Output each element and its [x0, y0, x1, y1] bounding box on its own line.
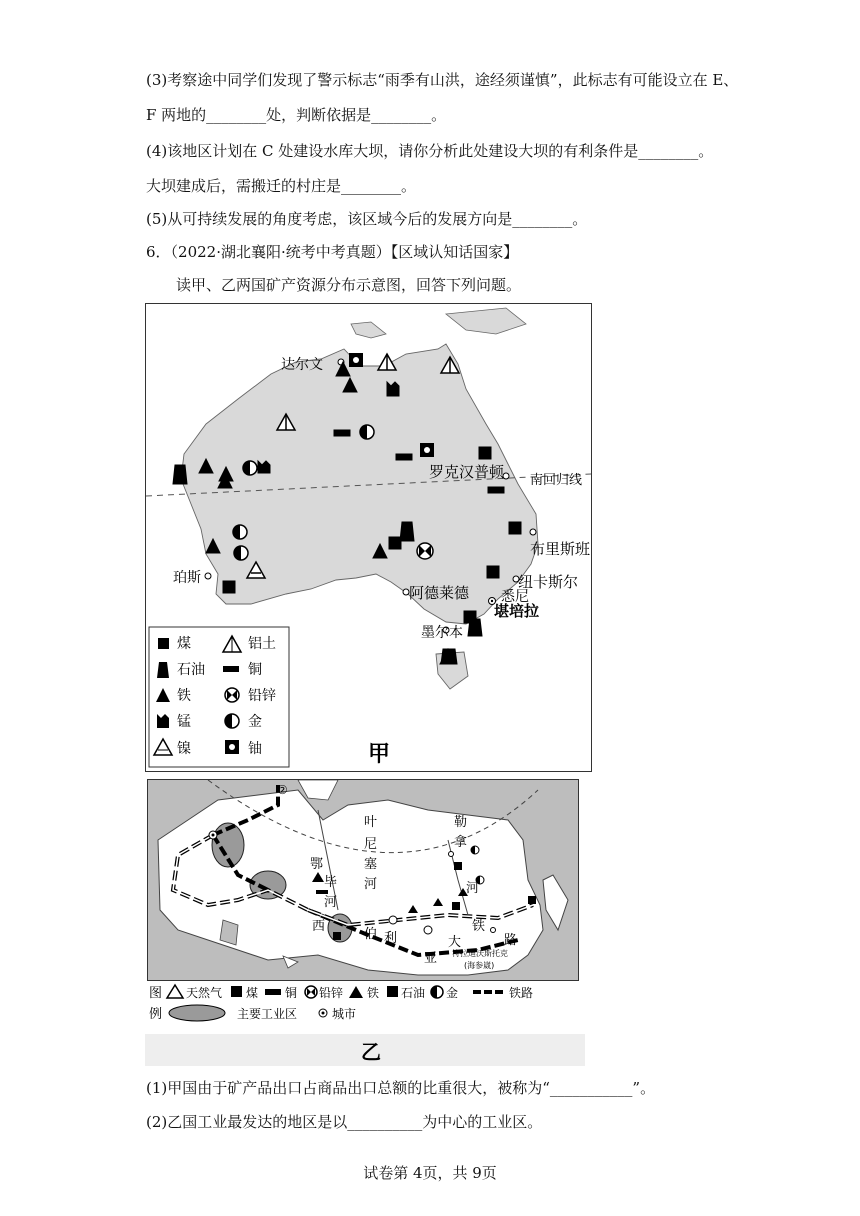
q4-line2: 大坝建成后，需搬迁的村庄是________。: [146, 177, 417, 195]
city-adelaide: 阿德莱德: [409, 584, 470, 602]
yi-label-tie: 铁: [472, 919, 486, 934]
map-jia-caption: 甲: [368, 742, 391, 767]
question6-header: 6．（2022·湖北襄阳·统考中考真题）【区域认知话国家】: [146, 243, 519, 261]
yi-marker: ②: [277, 783, 288, 797]
yi-legend-gas: 天然气: [186, 986, 223, 1000]
yi-label-bi: 毕: [324, 875, 338, 890]
yi-legend-railway: 铁路: [509, 986, 534, 1000]
map-jia-legend: [149, 627, 289, 767]
city-canberra: 堪培拉: [494, 602, 540, 620]
yi-legend-coal: 煤: [246, 986, 259, 1000]
yi-label-sai: 塞: [364, 857, 378, 872]
yi-label-he1: 河: [364, 877, 378, 892]
q4-line1: (4)该地区计划在 C 处建设水库大坝，请你分析此处建设大坝的有利条件是________。: [146, 142, 714, 160]
yi-label-vladivostok: 符拉迪沃斯托克: [452, 949, 508, 958]
yi-legend-gold: 金: [446, 986, 459, 1000]
yi-legend-title-bottom: 例: [149, 1007, 163, 1022]
legend-gold: 金: [248, 714, 262, 730]
map-yi-legend: [145, 982, 585, 1066]
yi-label-e: 鄂: [310, 857, 324, 872]
city-rockhampton: 罗克汉普顿: [429, 463, 505, 481]
yi-label-bo: 伯: [364, 927, 378, 942]
yi-label-lu: 路: [504, 933, 518, 948]
yi-legend-copper: 铜: [285, 986, 298, 1000]
q2-line: (2)乙国工业最发达的地区是以__________为中心的工业区。: [146, 1113, 543, 1131]
q5-line: (5)从可持续发展的角度考虑，该区域今后的发展方向是________。: [146, 210, 588, 228]
yi-label-he2: 河: [324, 895, 338, 910]
page-footer: 试卷第 4页，共 9页: [363, 1164, 497, 1182]
yi-label-ya: 亚: [424, 951, 438, 966]
question6-instruction: 读甲、乙两国矿产资源分布示意图，回答下列问题。: [176, 276, 522, 294]
legend-oil: 石油: [177, 662, 205, 678]
legend-copper: 铜: [248, 662, 262, 678]
yi-legend-industrial: 主要工业区: [237, 1007, 298, 1021]
map-yi-svg: [148, 780, 578, 980]
yi-label-xi: 西: [312, 919, 326, 934]
city-melbourne: 墨尔本: [421, 625, 463, 641]
yi-legend-title-top: 图: [149, 986, 163, 1001]
yi-label-le: 勒: [454, 815, 468, 830]
yi-legend-iron: 铁: [367, 986, 380, 1000]
legend-nickel: 镍: [177, 741, 191, 757]
city-sydney: 悉尼: [501, 589, 529, 605]
city-perth: 珀斯: [173, 570, 201, 586]
map-yi: [147, 779, 579, 981]
legend-lead-zinc: 铅锌: [248, 688, 276, 704]
yi-label-na: 拿: [454, 835, 468, 850]
yi-label-li: 利: [384, 931, 398, 946]
lead-zinc-symbols: [417, 543, 433, 559]
yi-label-vladivostok-sub: (海参崴): [464, 961, 495, 970]
map-yi-caption: 乙: [361, 1040, 381, 1064]
city-brisbane: 布里斯班: [530, 540, 591, 558]
city-newcastle: 纽卡斯尔: [518, 573, 579, 591]
map-jia-svg: [146, 304, 591, 771]
yi-label-ni: 尼: [364, 837, 378, 852]
city-darwin: 达尔文: [281, 357, 323, 373]
q3-line2: F 两地的________处，判断依据是________。: [146, 106, 447, 124]
yi-label-he3: 河: [466, 881, 480, 896]
legend-coal: 煤: [177, 636, 191, 652]
yi-legend-lead-zinc: 铅锌: [319, 986, 344, 1000]
q1-line: (1)甲国由于矿产品出口占商品出口总额的比重很大，被称为“___________”。: [146, 1079, 656, 1097]
yi-label-ye: 叶: [364, 815, 378, 830]
legend-manganese: 锰: [177, 714, 191, 730]
q3-line1: (3)考察途中同学们发现了警示标志“雨季有山洪，途经须谨慎”，此标志有可能设立在 E、: [146, 71, 739, 89]
legend-iron: 铁: [177, 688, 191, 704]
yi-legend-oil: 石油: [401, 986, 426, 1000]
tropic-label: 南回归线: [530, 473, 583, 488]
yi-label-da: 大: [448, 935, 462, 950]
map-jia: [145, 303, 592, 772]
legend-bauxite: 铝土: [248, 636, 276, 652]
legend-uranium: 铀: [248, 741, 262, 757]
yi-legend-city: 城市: [332, 1007, 357, 1021]
